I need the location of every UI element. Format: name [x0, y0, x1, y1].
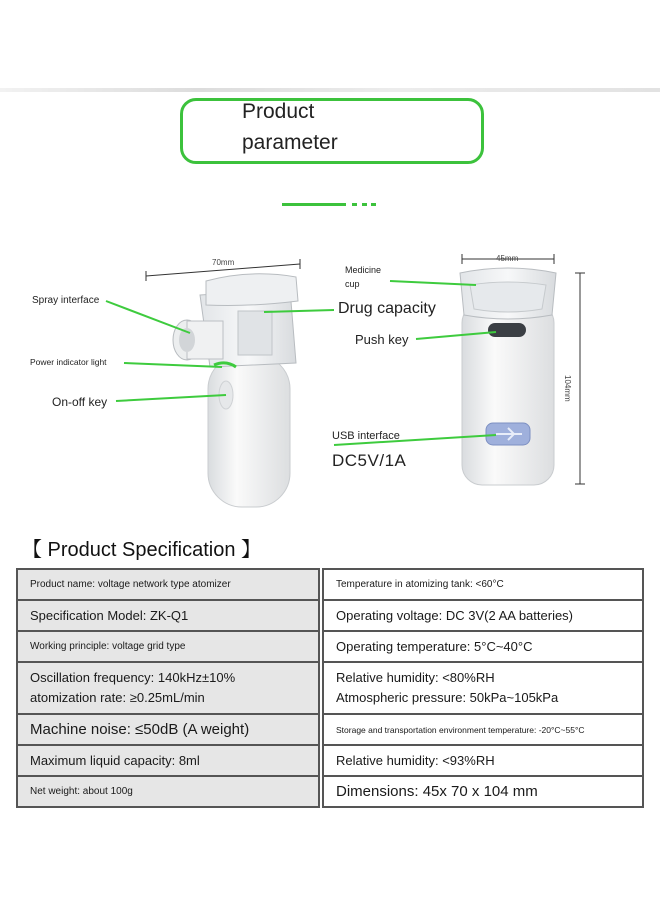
spec-cell-left: Specification Model: ZK-Q1 [17, 600, 319, 631]
label-spray-interface: Spray interface [32, 295, 100, 306]
spec-cell-left: Maximum liquid capacity: 8ml [17, 745, 319, 776]
decorative-dot [362, 203, 367, 206]
spec-line: Relative humidity: <80%RH [336, 670, 495, 685]
spec-cell-left: Machine noise: ≤50dB (A weight) [17, 714, 319, 745]
spec-cell-left [17, 662, 319, 714]
label-cup: cup [345, 279, 360, 289]
spec-line: Atmospheric pressure: 50kPa~105kPa [336, 690, 559, 705]
label-push-key: Push key [355, 332, 409, 347]
label-usb-interface: USB interface [332, 430, 400, 442]
label-dc-rating: DC5V/1A [332, 451, 407, 470]
decorative-dot [352, 203, 357, 206]
spec-table [16, 568, 644, 808]
page-title-line-2: parameter [242, 131, 338, 154]
page-title-line-1: Product [242, 100, 315, 123]
label-medicine: Medicine [345, 265, 382, 275]
table-row [17, 745, 643, 776]
spec-line: Oscillation frequency: 140kHz±10% [30, 670, 236, 685]
table-row [17, 776, 643, 807]
spec-heading: 【 Product Specification 】 [22, 539, 261, 561]
callout-lines [106, 281, 496, 445]
spec-cell-right: Storage and transportation environment temperature: -20°C~55°C [323, 714, 643, 745]
table-row [17, 600, 643, 631]
height-dimension-right: 104mm [563, 375, 572, 402]
right-nebulizer [460, 254, 585, 485]
width-dimension-left: 70mm [212, 258, 235, 267]
spec-cell-right: Temperature in atomizing tank: <60°C [323, 569, 643, 600]
spec-cell-left: Net weight: about 100g [17, 776, 319, 807]
top-divider [0, 88, 660, 92]
label-power-indicator: Power indicator light [30, 357, 107, 367]
spec-cell-left: Product name: voltage network type atomizer [17, 569, 319, 600]
spec-cell-right: Dimensions: 45x 70 x 104 mm [323, 776, 643, 807]
spec-cell-left: Working principle: voltage grid type [17, 631, 319, 662]
decorative-bar [282, 203, 346, 206]
left-nebulizer [146, 259, 300, 507]
label-on-off-key: On-off key [52, 395, 108, 409]
width-dimension-right: 45mm [496, 254, 519, 263]
spec-cell-right: Operating temperature: 5°C~40°C [323, 631, 643, 662]
label-drug-capacity: Drug capacity [338, 300, 436, 317]
table-row [17, 569, 643, 600]
decorative-dot [371, 203, 376, 206]
spec-cell-right: Relative humidity: <93%RH [323, 745, 643, 776]
table-row [17, 631, 643, 662]
spec-cell-right [323, 662, 643, 714]
table-row [17, 714, 643, 745]
spec-cell-right: Operating voltage: DC 3V(2 AA batteries) [323, 600, 643, 631]
spec-line: atomization rate: ≥0.25mL/min [30, 690, 205, 705]
table-row [17, 662, 643, 714]
